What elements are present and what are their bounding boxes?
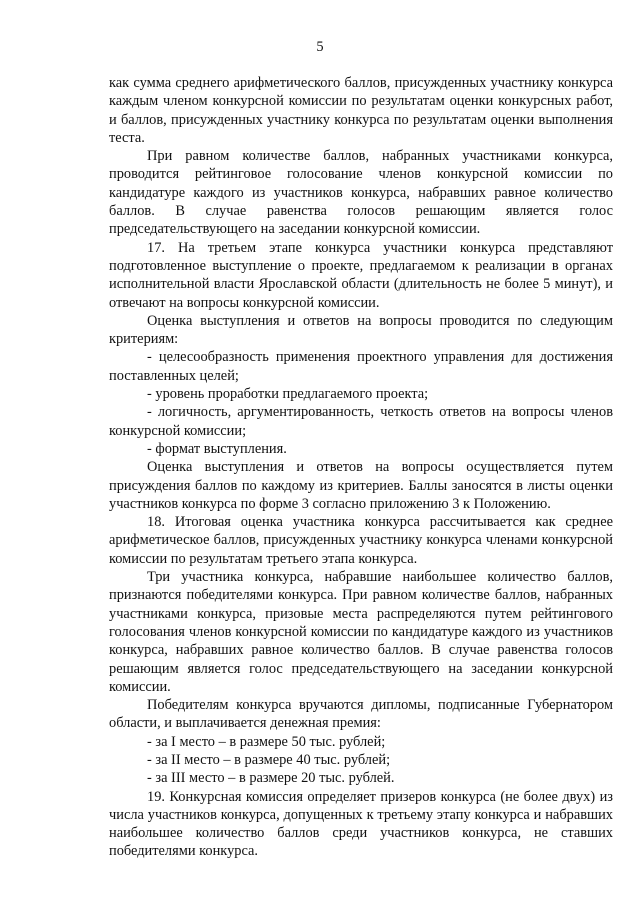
prize-second-place: - за II место – в размере 40 тыс. рублей;	[147, 751, 391, 768]
paragraph-item-18: 18. Итоговая оценка участника конкурса рассчитывается как среднее арифметическое баллов, присужденных участнику конкурса членами конкурсной комиссии по результатам третьего этапа конкурса.	[109, 514, 613, 567]
paragraph-score-sum: как сумма среднего арифметического баллов, присужденных участнику конкурса каждым членом конкурсной комиссии по результатам оценки конкурсных работ, и баллов, присужденных участнику конкурса по результатам оценки выполнения теста.	[109, 75, 613, 146]
criteria-item-expediency: - целесообразность применения проектного управления для достижения поставленных целей;	[109, 349, 613, 384]
criteria-item-logic: - логичность, аргументированность, четкость ответов на вопросы членов конкурсной комиссии;	[109, 404, 613, 439]
document-body	[109, 74, 613, 861]
criteria-item-elaboration: - уровень проработки предлагаемого проекта;	[147, 386, 429, 403]
paragraph-item-19: 19. Конкурсная комиссия определяет призеров конкурса (не более двух) из числа участников конкурса, допущенных к третьему этапу конкурса и набравших наибольшее количество баллов среди участников конкурса, не ставших победителями конкурса.	[109, 788, 613, 860]
page-number: 5	[316, 39, 324, 55]
paragraph-tie-vote: При равном количестве баллов, набранных участниками конкурса, проводится рейтинговое голосование членов конкурсной комиссии по кандидатуре каждого из участников конкурса, набравших равное количество баллов. В случае равенства голосов решающим является голос председательствующего на заседании конкурсной комиссии.	[109, 148, 613, 238]
paragraph-criteria-intro: Оценка выступления и ответов на вопросы проводится по следующим критериям:	[109, 312, 613, 348]
prize-third-place: - за III место – в размере 20 тыс. рублей.	[147, 770, 395, 787]
paragraph-item-17: 17. На третьем этапе конкурса участники конкурса представляют подготовленное выступление о проекте, предлагаемом к реализации в органах исполнительной власти Ярославской области (длительность не более 5 минут), и отвечают на вопросы конкурсной комиссии.	[109, 239, 613, 311]
paragraph-awards: Победителям конкурса вручаются дипломы, подписанные Губернатором области, и выплачивается денежная премия:	[109, 697, 613, 732]
prize-first-place: - за I место – в размере 50 тыс. рублей;	[147, 733, 386, 750]
paragraph-winners: Три участника конкурса, набравшие наибольшее количество баллов, признаются победителями конкурса. При равном количестве баллов, набранных участниками конкурса, призовые места распределяются путем рейтингового голосования членов конкурсной комиссии по кандидатуре каждого из участников конкурса, набравших равное количество баллов. В случае равенства голосов решающим является голос председательствующего на заседании конкурсной комиссии.	[109, 569, 613, 695]
criteria-item-format: - формат выступления.	[147, 440, 287, 457]
paragraph-scoring-sheets: Оценка выступления и ответов на вопросы осуществляется путем присуждения баллов по каждому из критериев. Баллы заносятся в листы оценки участников конкурса по форме 3 согласно приложению 3 к Положению.	[109, 459, 613, 512]
